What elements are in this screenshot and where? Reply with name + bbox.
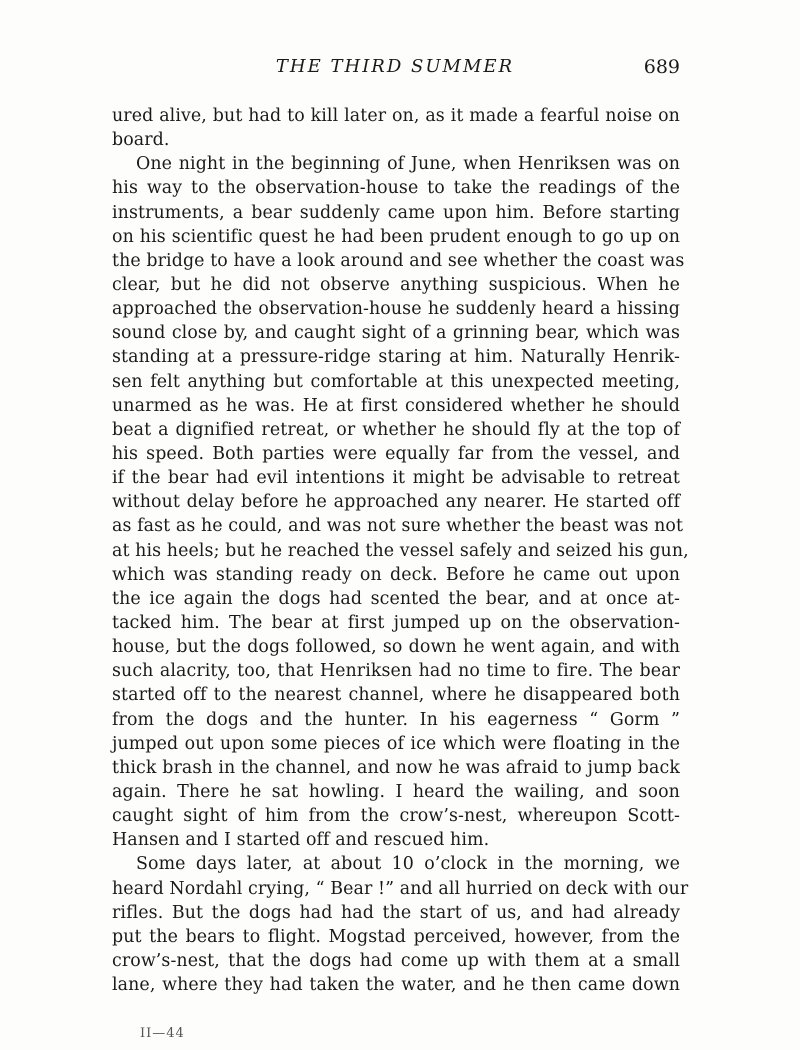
text-line: lane, where they had taken the water, and he then came down — [112, 975, 680, 996]
text-line: from the dogs and the hunter. In his eagerness “ Gorm ” — [112, 709, 680, 730]
text-line: thick brash in the channel, and now he was afraid to jump back — [112, 757, 680, 778]
text-line: which was standing ready on deck. Before he came out upon — [112, 564, 680, 585]
text-line: beat a dignified retreat, or whether he should fly at the top of — [112, 419, 680, 440]
text-line: put the bears to flight. Mogstad perceived, however, from the — [112, 926, 680, 947]
text-line: the ice again the dogs had scented the bear, and at once at- — [112, 588, 680, 609]
text-line: Some days later, at about 10 o’clock in the morning, we — [136, 854, 680, 875]
text-line: crow’s-nest, that the dogs had come up with them at a small — [112, 950, 680, 971]
text-line: caught sight of him from the crow’s-nest, whereupon Scott- — [112, 806, 680, 827]
text-line: rifles. But the dogs had had the start of us, and had already — [112, 902, 680, 923]
text-line: such alacrity, too, that Henriksen had no time to fire. The bear — [112, 661, 680, 682]
text-line: sen felt anything but comfortable at this unexpected meeting, — [112, 371, 680, 392]
text-line: his speed. Both parties were equally far from the vessel, and — [112, 443, 680, 464]
text-line: tacked him. The bear at first jumped up on the observation- — [112, 612, 680, 633]
text-line: house, but the dogs followed, so down he went again, and with — [112, 637, 680, 658]
text-line: board. — [112, 130, 170, 151]
text-line: if the bear had evil intentions it might be advisable to retreat — [112, 468, 680, 489]
text-line: his way to the observation-house to take the readings of the — [112, 178, 680, 199]
text-line: instruments, a bear suddenly came upon him. Before starting — [112, 202, 680, 223]
text-line: standing at a pressure-ridge staring at him. Naturally Henrik- — [112, 347, 680, 368]
text-line: without delay before he approached any nearer. He started off — [112, 492, 680, 513]
text-line: ured alive, but had to kill later on, as it made a fearful noise on — [112, 106, 680, 126]
text-line: again. There he sat howling. I heard the wailing, and soon — [112, 781, 680, 802]
text-line: heard Nordahl crying, “ Bear !” and all hurried on deck with our — [112, 878, 689, 899]
text-line: at his heels; but he reached the vessel safely and seized his gun, — [112, 540, 689, 561]
text-line: the bridge to have a look around and see whether the coast was — [112, 250, 685, 271]
text-line: clear, but he did not observe anything suspicious. When he — [112, 274, 680, 295]
text-line: as fast as he could, and was not sure whether the beast was not — [112, 516, 684, 537]
text-line: started off to the nearest channel, where he disappeared both — [112, 685, 680, 706]
text-line: Hansen and I started off and rescued him. — [112, 830, 490, 851]
text-line: on his scientific quest he had been prudent enough to go up on — [112, 226, 680, 247]
text-line: sound close by, and caught sight of a grinning bear, which was — [112, 323, 680, 344]
body-text — [112, 104, 689, 997]
signature-mark: II—44 — [140, 1026, 185, 1041]
text-line: approached the observation-house he suddenly heard a hissing — [112, 299, 680, 320]
text-line: jumped out upon some pieces of ice which were floating in the — [112, 733, 680, 754]
text-line: One night in the beginning of June, when Henriksen was on — [136, 154, 680, 175]
page-number: 689 — [643, 56, 680, 78]
running-head: THE THIRD SUMMER — [275, 56, 515, 77]
page-header — [110, 56, 680, 82]
text-line: unarmed as he was. He at first considered whether he should — [112, 395, 680, 416]
